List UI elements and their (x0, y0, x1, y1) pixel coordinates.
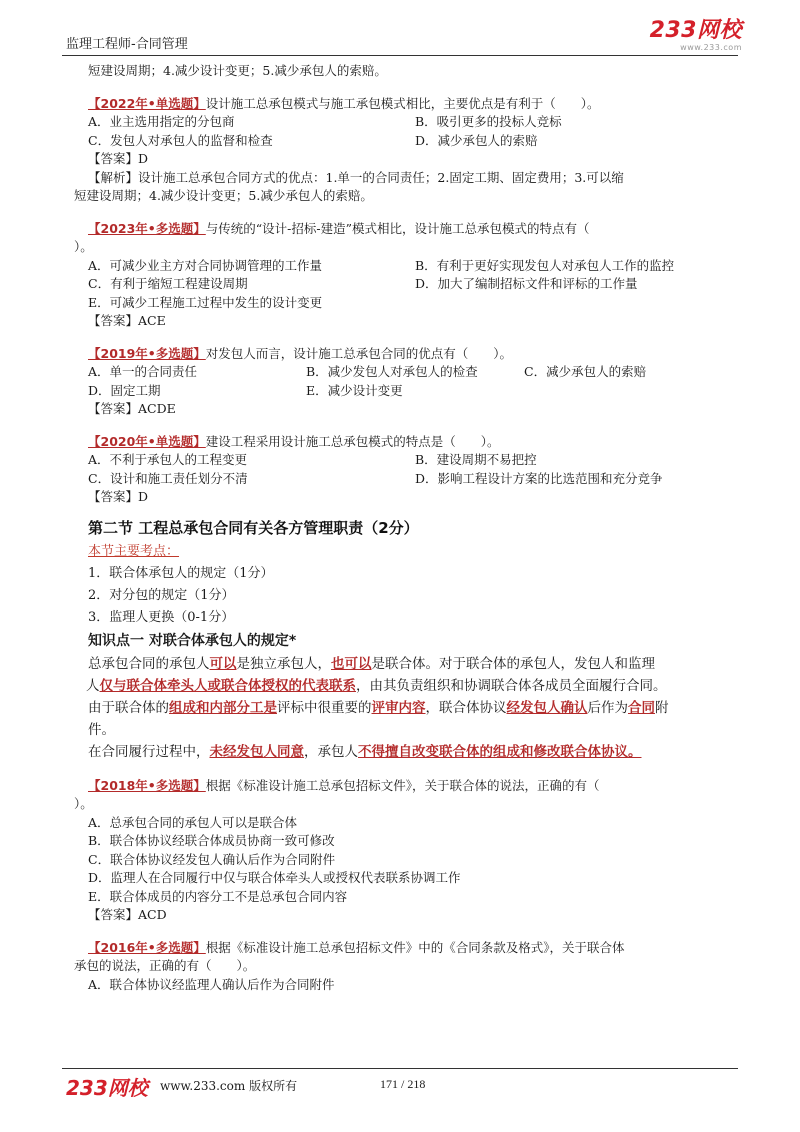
page-number: 171 / 218 (380, 1077, 426, 1091)
answer: 【答案】D (88, 489, 149, 504)
analysis-line-2: 短建设周期；4.减少设计变更；5.减少承包人的索赔。 (74, 188, 373, 203)
option-d: D．监理人在合同履行中仅与联合体牵头人或授权代表联系协调工作 (88, 870, 461, 885)
logo-text: 233网校 (649, 18, 742, 43)
key-points-heading: 本节主要考点： (88, 543, 180, 559)
question-2020-single (88, 433, 742, 507)
question-stem: 设计施工总承包模式与施工承包模式相比，主要优点是有利于（ ）。 (205, 95, 600, 111)
paragraph-2: 由于联合体的组成和内部分工是评标中很重要的评审内容，联合体协议经发包人确认后作为合同附 件。 (88, 699, 669, 738)
question-tag: 【2020年•单选题】 (88, 433, 206, 449)
option-a: A．单一的合同责任 (88, 364, 198, 379)
option-c: C．设计和施工责任划分不清 (88, 470, 248, 486)
section-title: 第二节 工程总承包合同有关各方管理职责（2分） (88, 518, 419, 537)
question-2023-multi (74, 220, 742, 331)
question-stem: 建设工程采用设计施工总承包模式的特点是（ ）。 (205, 433, 500, 449)
logo-url: www.233.com (680, 43, 742, 52)
option-a: A．可减少业主方对合同协调管理的工作量 (88, 257, 323, 273)
question-tag: 【2018年•多选题】 (88, 777, 206, 793)
option-d: D．减少承包人的索赔 (415, 132, 538, 148)
knowledge-point-title: 知识点一 对联合体承包人的规定* (88, 632, 297, 649)
option-a: A．联合体协议经监理人确认后作为合同附件 (88, 976, 335, 992)
option-c: C．发包人对承包人的监督和检查 (88, 132, 273, 148)
key-point-1: 1．联合体承包人的规定（1分） (88, 565, 274, 581)
brand-logo[interactable] (650, 20, 742, 52)
header-title: 监理工程师-合同管理 (66, 37, 188, 52)
header-divider (62, 55, 738, 56)
question-2018-multi (74, 777, 742, 925)
paragraph-3: 在合同履行过程中，未经发包人同意，承包人不得擅自改变联合体的组成和修改联合体协议。 (88, 743, 642, 760)
question-tag: 【2016年•多选题】 (88, 939, 206, 955)
option-e: E．可减少工程施工过程中发生的设计变更 (88, 294, 323, 310)
footer-logo[interactable]: 233网校 (66, 1076, 148, 1100)
option-d: D．固定工期 (88, 382, 161, 398)
option-c: C．联合体协议经发包人确认后作为合同附件 (88, 851, 336, 867)
question-tag: 【2022年•单选题】 (88, 95, 206, 111)
footer-copyright: www.233.com 版权所有 (160, 1079, 298, 1093)
question-stem: 与传统的“设计-招标-建造”模式相比，设计施工总承包模式的特点有（ (205, 220, 590, 236)
option-a: A．业主选用指定的分包商 (88, 114, 235, 129)
key-point-2: 2．对分包的规定（1分） (88, 587, 235, 603)
option-c: C．有利于缩短工程建设周期 (88, 276, 248, 291)
answer: 【答案】ACE (88, 313, 166, 328)
option-b: B．建设周期不易把控 (415, 452, 537, 467)
option-d: D．影响工程设计方案的比选范围和充分竞争 (415, 470, 663, 486)
question-2019-multi (88, 345, 742, 419)
question-2016-multi (74, 939, 742, 995)
question-tag: 【2023年•多选题】 (88, 220, 206, 236)
analysis-line-1: 【解析】设计施工总承包合同方式的优点：1.单一的合同责任；2.固定工期、固定费用；3.可以缩 (88, 169, 624, 185)
option-b: B．吸引更多的投标人竞标 (415, 114, 562, 129)
option-b: B．联合体协议经联合体成员协商一致可修改 (88, 833, 335, 848)
question-stem-cont: ）。 (74, 796, 93, 811)
paragraph-1: 总承包合同的承包人可以是独立承包人，也可以是联合体。对于联合体的承包人，发包人和监理 人仅与联合体牵头人或联合体授权的代表联系，由其负责组织和协调联合体各成员全面履行合同。 (86, 655, 667, 694)
question-stem: 对发包人而言，设计施工总承包合同的优点有（ ）。 (205, 345, 513, 361)
option-b: B．有利于更好实现发包人对承包人工作的监控 (415, 257, 675, 273)
answer: 【答案】D (88, 151, 149, 166)
intro-line: 短建设周期；4.减少设计变更；5.减少承包人的索赔。 (88, 63, 387, 78)
question-2022-single (74, 95, 742, 206)
page-content (74, 62, 742, 994)
question-stem: 根据《标准设计施工总承包招标文件》中的《合同条款及格式》，关于联合体 (205, 939, 625, 955)
option-e: E．减少设计变更 (306, 382, 403, 398)
option-e: E．联合体成员的内容分工不是总承包合同内容 (88, 888, 348, 904)
option-a: A．不利于承包人的工程变更 (88, 452, 248, 467)
question-stem: 根据《标准设计施工总承包招标文件》，关于联合体的说法，正确的有（ (205, 777, 600, 793)
option-d: D．加大了编制招标文件和评标的工作量 (415, 276, 638, 291)
answer: 【答案】ACD (88, 907, 167, 922)
option-a: A．总承包合同的承包人可以是联合体 (88, 814, 298, 830)
footer-divider (62, 1068, 738, 1069)
option-b: B．减少发包人对承包人的检查 (306, 364, 478, 379)
question-stem-cont: 承包的说法，正确的有（ ）。 (74, 958, 256, 973)
key-point-3: 3．监理人更换（0-1分） (88, 609, 235, 625)
answer: 【答案】ACDE (88, 401, 176, 416)
question-stem-cont: ）。 (74, 239, 93, 254)
question-tag: 【2019年•多选题】 (88, 345, 206, 361)
option-c: C．减少承包人的索赔 (524, 364, 647, 379)
